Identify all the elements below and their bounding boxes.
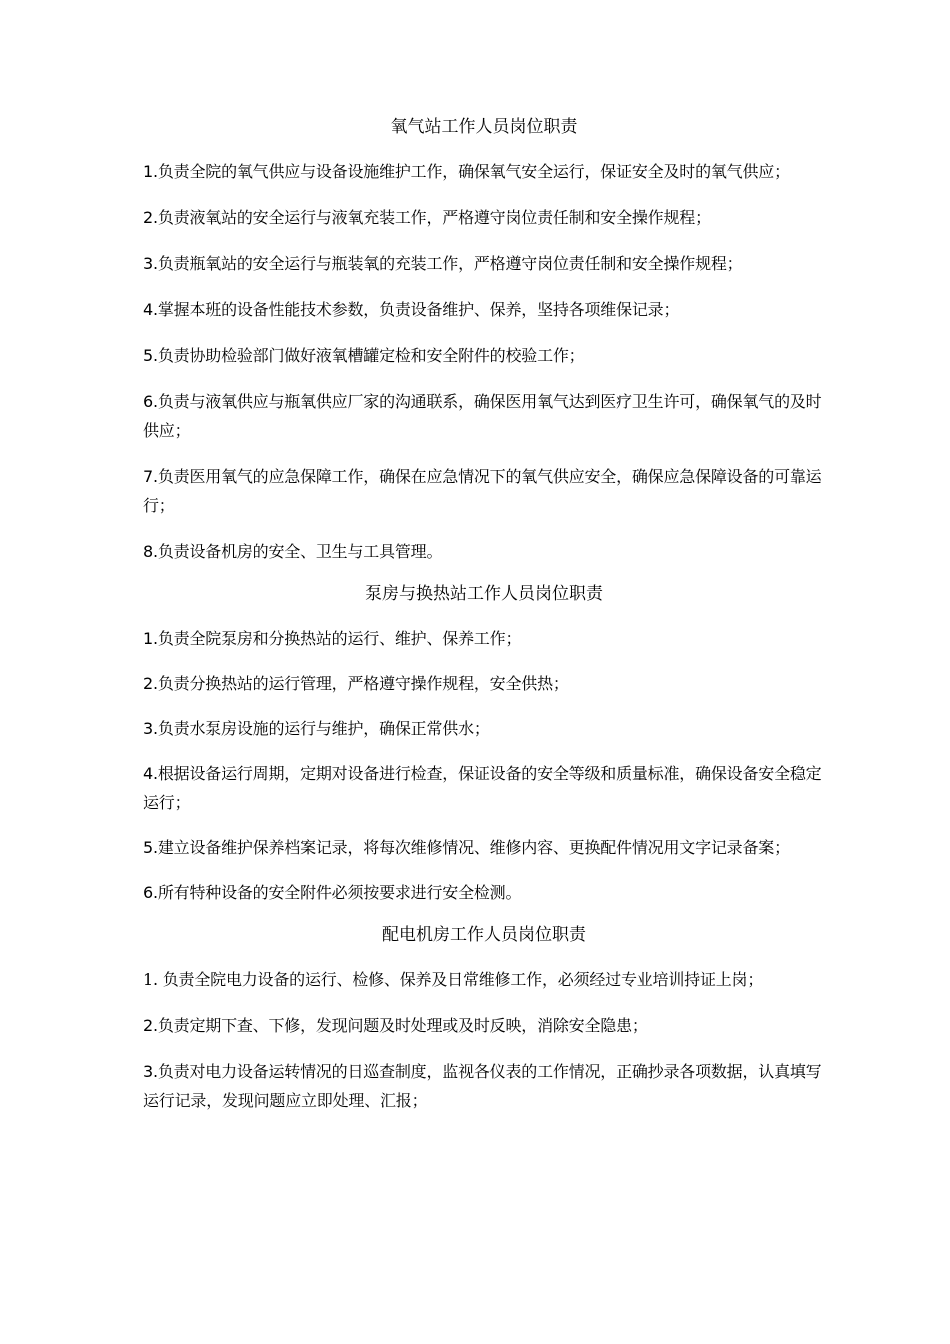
list-item: 3.负责水泵房设施的运行与维护，确保正常供水； xyxy=(143,719,490,738)
section-title: 泵房与换热站工作人员岗位职责 xyxy=(365,584,603,604)
list-item: 4.掌握本班的设备性能技术参数，负责设备维护、保养，坚持各项维保记录； xyxy=(143,300,680,319)
section-oxygen-station xyxy=(143,113,823,566)
section-title: 配电机房工作人员岗位职责 xyxy=(382,925,586,945)
list-item: 4.根据设备运行周期，定期对设备进行检查，保证设备的安全等级和质量标准，确保设备安全稳定运行； xyxy=(143,764,822,812)
list-item: 8.负责设备机房的安全、卫生与工具管理。 xyxy=(143,542,443,561)
list-item: 1.负责全院泵房和分换热站的运行、维护、保养工作； xyxy=(143,629,522,648)
list-item: 6.所有特种设备的安全附件必须按要求进行安全检测。 xyxy=(143,883,522,902)
list-item: 1. 负责全院电力设备的运行、检修、保养及日常维修工作，必须经过专业培训持证上岗； xyxy=(143,970,764,989)
document-content xyxy=(143,113,823,1132)
list-item: 2.负责定期下查、下修，发现问题及时处理或及时反映，消除安全隐患； xyxy=(143,1016,648,1035)
list-item: 6.负责与液氧供应与瓶氧供应厂家的沟通联系，确保医用氧气达到医疗卫生许可，确保氧气的及时供应； xyxy=(143,392,822,440)
list-item: 5.负责协助检验部门做好液氧槽罐定检和安全附件的校验工作； xyxy=(143,346,585,365)
list-item: 2.负责分换热站的运行管理，严格遵守操作规程，安全供热； xyxy=(143,674,569,693)
list-item: 1.负责全院的氧气供应与设备设施维护工作，确保氧气安全运行，保证安全及时的氧气供应； xyxy=(143,162,790,181)
list-item: 5.建立设备维护保养档案记录，将每次维修情况、维修内容、更换配件情况用文字记录备案； xyxy=(143,838,790,857)
list-item: 2.负责液氧站的安全运行与液氧充装工作，严格遵守岗位责任制和安全操作规程； xyxy=(143,208,711,227)
list-item: 7.负责医用氧气的应急保障工作，确保在应急情况下的氧气供应安全，确保应急保障设备的可靠运行； xyxy=(143,467,822,515)
list-item: 3.负责瓶氧站的安全运行与瓶装氧的充装工作，严格遵守岗位责任制和安全操作规程； xyxy=(143,254,743,273)
list-item: 3.负责对电力设备运转情况的日巡查制度，监视各仪表的工作情况，正确抄录各项数据，认真填写运行记录，发现问题应立即处理、汇报； xyxy=(143,1062,822,1110)
section-title: 氧气站工作人员岗位职责 xyxy=(390,117,578,137)
section-power-distribution-room xyxy=(143,921,823,1115)
section-pump-room-heat-exchange xyxy=(143,580,823,907)
